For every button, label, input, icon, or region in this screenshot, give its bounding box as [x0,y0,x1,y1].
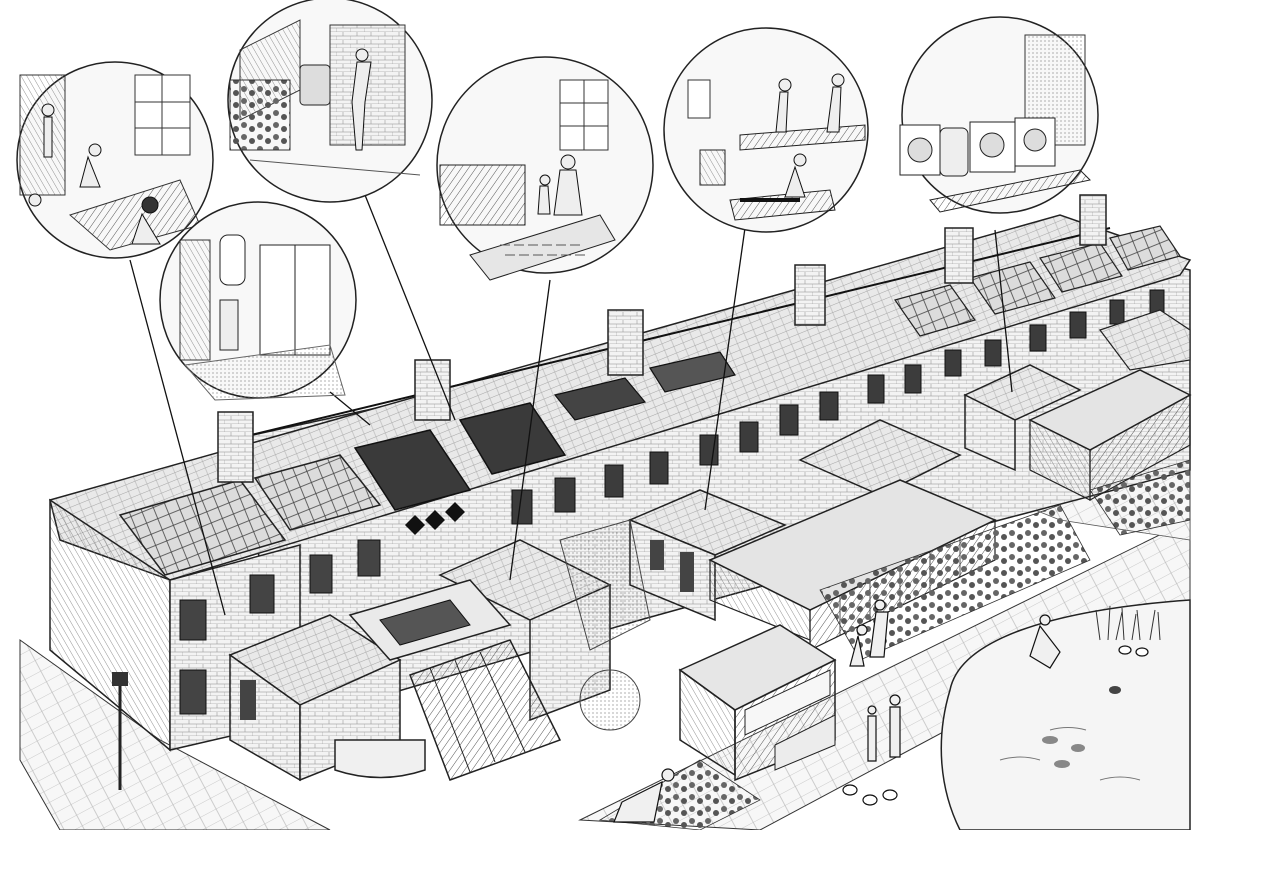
bottom-margin [0,830,1271,888]
vignette-loft-garden [228,0,432,202]
vignette-sauna [664,28,868,232]
vignette-laundry [900,17,1098,213]
vignette-bathroom [160,202,356,400]
water-heater-icon [220,235,245,285]
bookshelf [20,75,65,195]
shrub [580,670,640,730]
sauna-stove [700,150,725,185]
vignette-living-room [17,62,213,258]
vignette-kitchen [437,57,653,280]
chickens [843,785,897,805]
water-tank [300,65,330,105]
attic-greenhouse-icon [230,80,290,150]
old-bathtub [335,740,425,778]
range-cooker [440,165,525,225]
